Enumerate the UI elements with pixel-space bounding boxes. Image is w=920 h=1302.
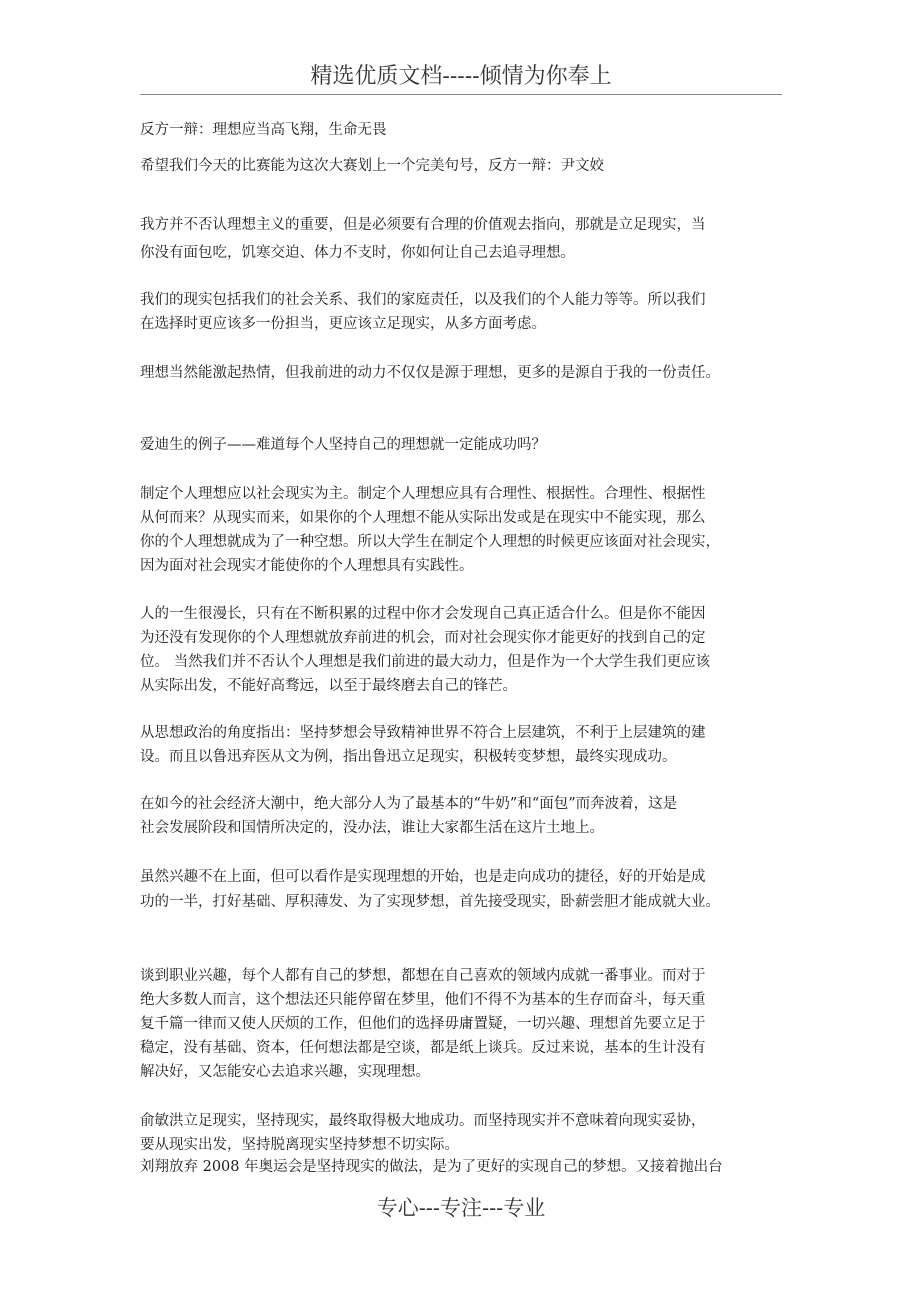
text-line: 解决好，又怎能安心去追求兴趣，实现理想。	[140, 1064, 430, 1080]
text-line: 反方一辩：理想应当高飞翔，生命无畏	[140, 122, 387, 138]
text-line: 制定个人理想应以社会现实为主。制定个人理想应具有合理性、根据性。合理性、根据性	[140, 486, 706, 502]
text-line: 从思想政治的角度指出：坚持梦想会导致精神世界不符合上层建筑，不利于上层建筑的建	[140, 725, 706, 741]
text-line: 爱迪生的例子——难道每个人坚持自己的理想就一定能成功吗？	[140, 437, 546, 453]
text-line: 你的个人理想就成为了一种空想。所以大学生在制定个人理想的时候更应该面对社会现实，	[140, 534, 720, 550]
text-line: 稳定，没有基础、资本，任何想法都是空谈，都是纸上谈兵。反过来说，基本的生计没有	[140, 1040, 706, 1056]
text-line: 从实际出发，不能好高骛远，以至于最终磨去自己的锋芒。	[140, 678, 517, 694]
text-line: 你没有面包吃，饥寒交迫、体力不支时，你如何让自己去追寻理想。	[140, 245, 575, 261]
text-line: 刘翔放弃 2008 年奥运会是坚持现实的做法，是为了更好的实现自己的梦想。又接着抛出台	[140, 1159, 723, 1175]
page-footer: 专心---专注---专业	[376, 1196, 546, 1220]
text-line: 要从现实出发，坚持脱离现实坚持梦想不切实际。	[140, 1137, 459, 1153]
text-line: 在选择时更应该多一份担当，更应该立足现实，从多方面考虑。	[140, 316, 546, 332]
text-line: 我们的现实包括我们的社会关系、我们的家庭责任，以及我们的个人能力等等。所以我们	[140, 292, 706, 308]
text-line: 俞敏洪立足现实，坚持现实，最终取得极大地成功。而坚持现实并不意味着向现实妥协，	[140, 1113, 706, 1129]
text-line: 功的一半，打好基础、厚积薄发、为了实现梦想，首先接受现实，卧薪尝胆才能成就大业。	[140, 894, 720, 910]
text-line: 理想当然能激起热情，但我前进的动力不仅仅是源于理想，更多的是源自于我的一份责任。	[140, 365, 720, 381]
text-line: 在如今的社会经济大潮中，绝大部分人为了最基本的“牛奶”和“面包”而奔波着，这是	[140, 796, 678, 812]
text-line: 位。 当然我们并不否认个人理想是我们前进的最大动力，但是作为一个大学生我们更应该	[140, 654, 711, 670]
page-header: 精选优质文档-----倾情为你奉上	[140, 60, 782, 95]
text-line: 我方并不否认理想主义的重要，但是必须要有合理的价值观去指向，那就是立足现实，当	[140, 217, 706, 233]
text-line: 从何而来？从现实而来，如果你的个人理想不能从实际出发或是在现实中不能实现，那么	[140, 510, 706, 526]
text-line: 虽然兴趣不在上面，但可以看作是实现理想的开始，也是走向成功的捷径，好的开始是成	[140, 869, 706, 885]
text-line: 因为面对社会现实才能使你的个人理想具有实践性。	[140, 558, 474, 574]
text-line: 复千篇一律而又使人厌烦的工作，但他们的选择毋庸置疑，一切兴趣、理想首先要立足于	[140, 1016, 706, 1032]
text-line: 谈到职业兴趣，每个人都有自己的梦想，都想在自己喜欢的领域内成就一番事业。而对于	[140, 968, 706, 984]
text-line: 为还没有发现你的个人理想就放弃前进的机会，而对社会现实你才能更好的找到自己的定	[140, 630, 706, 646]
text-line: 人的一生很漫长，只有在不断积累的过程中你才会发现自己真正适合什么。但是你不能因	[140, 606, 706, 622]
text-line: 希望我们今天的比赛能为这次大赛划上一个完美句号，反方一辩：尹文姣	[140, 158, 604, 174]
text-line: 绝大多数人而言，这个想法还只能停留在梦里，他们不得不为基本的生存而奋斗，每天重	[140, 992, 706, 1008]
text-line: 社会发展阶段和国情所决定的，没办法，谁让大家都生活在这片土地上。	[140, 820, 604, 836]
text-line: 设。而且以鲁迅弃医从文为例，指出鲁迅立足现实，积极转变梦想，最终实现成功。	[140, 749, 677, 765]
